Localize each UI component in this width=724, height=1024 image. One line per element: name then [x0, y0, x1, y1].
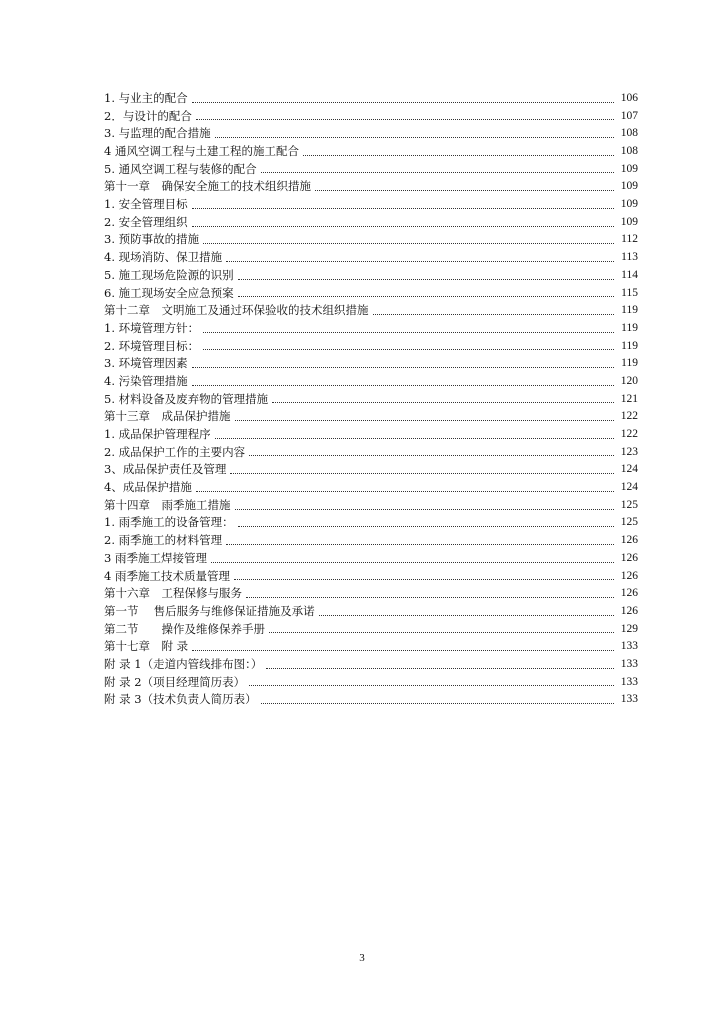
- toc-entry[interactable]: [104, 479, 638, 497]
- toc-entry-title: 1. 环境管理方针：: [104, 320, 200, 335]
- toc-entry-page: 108: [620, 145, 638, 158]
- toc-entry-title: 4. 污染管理措施: [104, 373, 188, 388]
- toc-entry[interactable]: [104, 638, 638, 656]
- toc-entry-page: 129: [620, 622, 638, 635]
- toc-entry[interactable]: [104, 497, 638, 515]
- toc-entry-page: 121: [620, 392, 638, 405]
- toc-entry[interactable]: [104, 568, 638, 586]
- toc-entry[interactable]: [104, 108, 638, 126]
- toc-dot-leader: [215, 137, 614, 138]
- toc-entry-page: 124: [620, 463, 638, 476]
- toc-entry[interactable]: [104, 232, 638, 250]
- toc-entry-title: 3. 预防事故的措施: [104, 232, 200, 247]
- toc-entry[interactable]: [104, 515, 638, 533]
- toc-entry[interactable]: [104, 338, 638, 356]
- toc-entry-page: 122: [620, 428, 638, 441]
- toc-dot-leader: [373, 314, 615, 315]
- toc-entry-title: 第一节 售后服务与维修保证措施及承诺: [104, 603, 315, 618]
- toc-dot-leader: [249, 685, 614, 686]
- toc-dot-leader: [226, 261, 614, 262]
- toc-dot-leader: [196, 491, 614, 492]
- toc-entry-page: 114: [621, 268, 638, 281]
- toc-dot-leader: [230, 473, 614, 474]
- toc-entry[interactable]: [104, 621, 638, 639]
- toc-entry[interactable]: [104, 285, 638, 303]
- toc-entry[interactable]: [104, 461, 638, 479]
- toc-entry-title: 2. 安全管理组织: [104, 214, 188, 229]
- toc-entry-page: 126: [620, 551, 638, 564]
- toc-entry[interactable]: [104, 550, 638, 568]
- toc-entry[interactable]: [104, 214, 638, 232]
- toc-entry[interactable]: [104, 302, 638, 320]
- toc-entry-title: 3. 环境管理因素: [104, 356, 188, 371]
- toc-entry-page: 122: [620, 410, 638, 423]
- toc-dot-leader: [246, 597, 614, 598]
- toc-entry-page: 112: [621, 233, 638, 246]
- toc-entry-page: 125: [620, 498, 638, 511]
- toc-entry-title: 附 录 2（项目经理简历表）: [104, 674, 246, 689]
- toc-entry[interactable]: [104, 426, 638, 444]
- toc-entry[interactable]: [104, 125, 638, 143]
- toc-entry[interactable]: [104, 143, 638, 161]
- toc-entry-title: 第十六章 工程保修与服务: [104, 586, 242, 601]
- toc-dot-leader: [192, 102, 614, 103]
- toc-entry-title: 5. 施工现场危险源的识别: [104, 267, 234, 282]
- toc-entry[interactable]: [104, 674, 638, 692]
- toc-dot-leader: [211, 562, 614, 563]
- toc-dot-leader: [203, 332, 614, 333]
- toc-dot-leader: [203, 243, 614, 244]
- toc-entry-title: 3、成品保护责任及管理: [104, 462, 227, 477]
- toc-dot-leader: [192, 208, 614, 209]
- toc-entry-page: 109: [620, 180, 638, 193]
- toc-entry-page: 133: [620, 675, 638, 688]
- toc-dot-leader: [215, 438, 614, 439]
- toc-dot-leader: [269, 632, 614, 633]
- toc-entry-page: 109: [620, 198, 638, 211]
- toc-entry-page: 109: [620, 215, 638, 228]
- toc-entry-page: 124: [620, 481, 638, 494]
- toc-dot-leader: [238, 296, 614, 297]
- toc-entry-page: 126: [620, 587, 638, 600]
- toc-dot-leader: [238, 279, 614, 280]
- toc-dot-leader: [319, 615, 614, 616]
- toc-entry-page: 119: [621, 339, 638, 352]
- toc-entry-title: 2．与设计的配合: [104, 108, 192, 123]
- toc-entry-page: 133: [620, 640, 638, 653]
- toc-entry-page: 125: [620, 516, 638, 529]
- toc-entry-page: 107: [620, 109, 638, 122]
- toc-dot-leader: [234, 579, 614, 580]
- toc-entry[interactable]: [104, 373, 638, 391]
- toc-entry-title: 4、成品保护措施: [104, 480, 192, 495]
- toc-entry-title: 4. 现场消防、保卫措施: [104, 250, 223, 265]
- toc-entry[interactable]: [104, 320, 638, 338]
- toc-entry-page: 115: [621, 286, 638, 299]
- toc-entry[interactable]: [104, 249, 638, 267]
- toc-entry-page: 126: [620, 534, 638, 547]
- toc-dot-leader: [315, 190, 614, 191]
- toc-entry-title: 第十二章 文明施工及通过环保验收的技术组织措施: [104, 303, 369, 318]
- toc-dot-leader: [192, 226, 614, 227]
- toc-dot-leader: [261, 172, 614, 173]
- toc-dot-leader: [238, 526, 614, 527]
- toc-entry-title: 第二节 操作及维修保养手册: [104, 621, 265, 636]
- toc-entry-title: 4 通风空调工程与土建工程的施工配合: [104, 144, 299, 159]
- toc-entry-page: 123: [620, 445, 638, 458]
- toc-entry-title: 第十三章 成品保护措施: [104, 409, 231, 424]
- toc-entry-page: 113: [621, 251, 638, 264]
- toc-dot-leader: [261, 703, 614, 704]
- toc-entry[interactable]: [104, 196, 638, 214]
- toc-entry-page: 126: [620, 604, 638, 617]
- toc-entry-page: 108: [620, 127, 638, 140]
- toc-dot-leader: [226, 544, 614, 545]
- toc-entry-title: 2. 成品保护工作的主要内容: [104, 444, 246, 459]
- toc-entry-title: 3. 与监理的配合措施: [104, 126, 211, 141]
- toc-entry-page: 119: [621, 357, 638, 370]
- toc-entry[interactable]: [104, 603, 638, 621]
- page-number: 3: [359, 952, 365, 964]
- toc-entry[interactable]: [104, 691, 638, 709]
- toc-entry[interactable]: [104, 161, 638, 179]
- toc-entry-title: 3 雨季施工焊接管理: [104, 550, 207, 565]
- toc-entry-page: 133: [620, 657, 638, 670]
- toc-entry-title: 第十四章 雨季施工措施: [104, 497, 231, 512]
- toc-dot-leader: [196, 119, 614, 120]
- toc-entry-title: 1. 与业主的配合: [104, 90, 188, 105]
- toc-dot-leader: [235, 420, 615, 421]
- toc-entry-title: 6. 施工现场安全应急预案: [104, 285, 234, 300]
- toc-entry-title: 1. 雨季施工的设备管理：: [104, 515, 234, 530]
- toc-entry[interactable]: [104, 585, 638, 603]
- toc-entry-page: 106: [620, 91, 638, 104]
- toc-entry[interactable]: [104, 391, 638, 409]
- toc-entry-page: 119: [621, 321, 638, 334]
- toc-entry-title: 第十七章 附 录: [104, 639, 189, 654]
- toc-entry-title: 1. 安全管理目标: [104, 197, 188, 212]
- toc-entry-title: 5. 材料设备及废弃物的管理措施: [104, 391, 269, 406]
- toc-entry-page: 133: [620, 693, 638, 706]
- toc-entry-page: 126: [620, 569, 638, 582]
- toc-dot-leader: [235, 509, 615, 510]
- toc-dot-leader: [303, 155, 614, 156]
- toc-entry-title: 附 录 3（技术负责人简历表）: [104, 692, 257, 707]
- toc-entry[interactable]: [104, 656, 638, 674]
- toc-entry[interactable]: [104, 444, 638, 462]
- table-of-contents: [104, 90, 638, 709]
- toc-dot-leader: [249, 455, 614, 456]
- toc-entry-title: 第十一章 确保安全施工的技术组织措施: [104, 179, 311, 194]
- toc-entry[interactable]: [104, 90, 638, 108]
- toc-entry[interactable]: [104, 532, 638, 550]
- toc-dot-leader: [192, 367, 614, 368]
- toc-entry-page: 109: [620, 162, 638, 175]
- toc-entry[interactable]: [104, 178, 638, 196]
- toc-dot-leader: [203, 349, 614, 350]
- toc-entry[interactable]: [104, 267, 638, 285]
- toc-entry[interactable]: [104, 355, 638, 373]
- toc-entry-title: 1. 成品保护管理程序: [104, 427, 211, 442]
- toc-entry-title: 附 录 1（走道内管线排布图：）: [104, 656, 263, 671]
- toc-dot-leader: [192, 650, 614, 651]
- toc-entry-page: 120: [620, 374, 638, 387]
- toc-entry-title: 2. 环境管理目标：: [104, 338, 200, 353]
- toc-entry-title: 5. 通风空调工程与装修的配合: [104, 161, 257, 176]
- toc-entry[interactable]: [104, 408, 638, 426]
- toc-entry-page: 119: [621, 304, 638, 317]
- toc-dot-leader: [266, 668, 614, 669]
- toc-dot-leader: [272, 402, 614, 403]
- toc-entry-title: 4 雨季施工技术质量管理: [104, 568, 230, 583]
- toc-dot-leader: [192, 385, 614, 386]
- toc-entry-title: 2. 雨季施工的材料管理: [104, 533, 223, 548]
